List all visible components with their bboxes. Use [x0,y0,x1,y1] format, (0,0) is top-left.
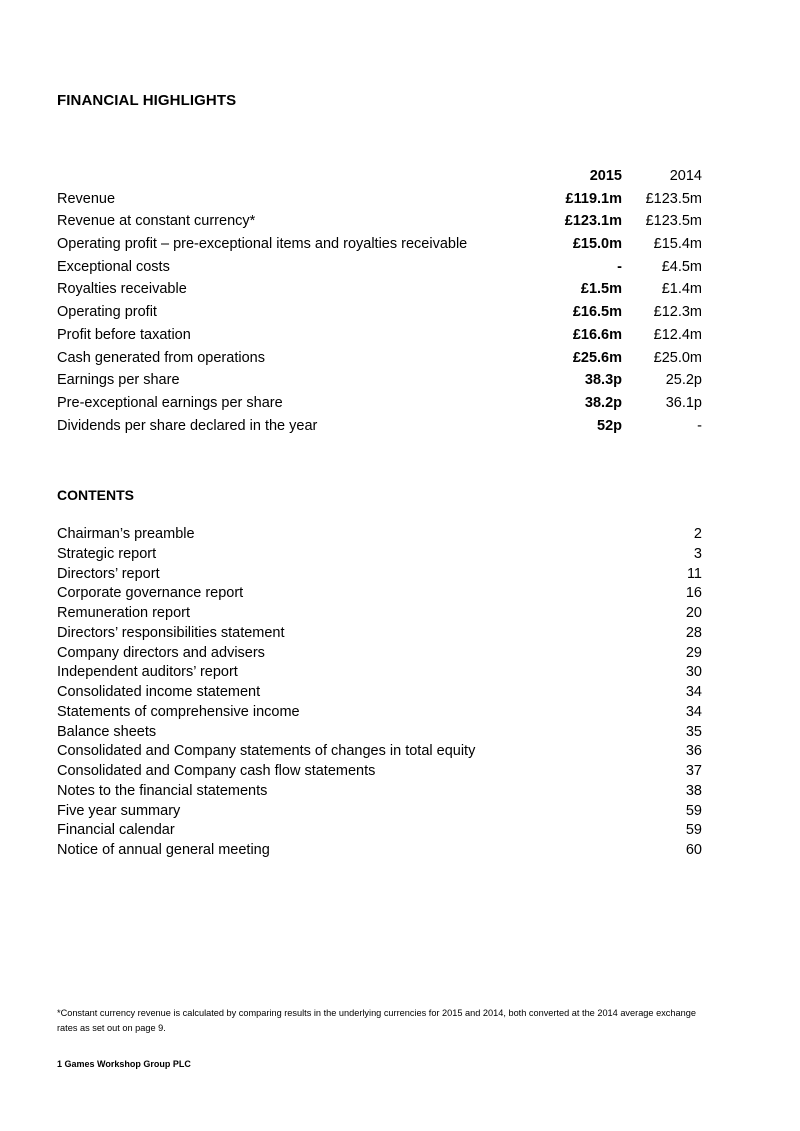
toc-label: Directors’ report [57,565,160,582]
value-2014: 25.2p [665,372,702,389]
toc-label: Remuneration report [57,605,190,621]
table-row [57,188,702,211]
value-2014: £15.4m [653,236,702,253]
toc-item[interactable] [57,742,702,762]
value-2015: - [617,258,622,275]
toc-page-number: 59 [685,802,702,819]
toc-item[interactable] [57,565,702,585]
toc-page-number: 60 [685,842,702,858]
toc-label: Financial calendar [57,822,175,839]
toc-page-number: 29 [685,644,702,661]
row-label: Operating profit – pre-exceptional items and royalties receivable [57,236,468,253]
table-row [57,210,702,233]
toc-item[interactable] [57,525,702,545]
row-label: Revenue [57,190,116,207]
toc-page-number: 2 [693,526,702,542]
toc-label: Consolidated and Company statements of changes in total equity [57,743,476,760]
row-label: Profit before taxation [57,326,191,343]
table-row [57,278,702,301]
row-label: Earnings per share [57,372,180,389]
column-header-2015: 2015 [589,168,622,184]
toc-page-number: 3 [693,545,702,562]
page-title: FINANCIAL HIGHLIGHTS [57,92,237,109]
toc-item[interactable] [57,703,702,723]
toc-page-number: 11 [686,565,702,582]
value-2014: £25.0m [653,349,702,366]
toc-page-number: 34 [685,684,702,700]
table-of-contents [57,525,702,861]
toc-item[interactable] [57,723,702,743]
toc-page-number: 16 [685,585,702,602]
financial-highlights-table [57,165,702,437]
value-2015: £16.5m [572,304,622,321]
contents-heading: CONTENTS [57,487,134,503]
table-row [57,347,702,370]
toc-item[interactable] [57,584,702,604]
table-row [57,415,702,438]
value-2014: £4.5m [661,258,702,275]
toc-label: Notice of annual general meeting [57,842,270,858]
toc-page-number: 37 [685,763,702,779]
toc-page-number: 59 [685,822,702,839]
toc-item[interactable] [57,644,702,664]
toc-item[interactable] [57,782,702,802]
toc-label: Consolidated income statement [57,684,261,700]
value-2014: £12.3m [653,304,702,321]
toc-label: Balance sheets [57,723,157,740]
toc-page-number: 35 [685,723,702,740]
row-label: Exceptional costs [57,258,170,275]
toc-label: Consolidated and Company cash flow statements [57,763,376,779]
table-row [57,324,702,347]
toc-page-number: 36 [685,743,702,760]
value-2015: 38.3p [584,372,622,389]
value-2015: £1.5m [580,281,622,298]
toc-item[interactable] [57,762,702,782]
value-2014: 36.1p [665,394,702,411]
toc-label: Company directors and advisers [57,644,265,661]
toc-item[interactable] [57,545,702,565]
value-2014: £123.5m [645,213,702,230]
value-2015: £119.1m [565,190,622,207]
toc-label: Strategic report [57,545,157,562]
value-2014: - [697,417,702,434]
toc-item[interactable] [57,663,702,683]
toc-label: Corporate governance report [57,585,244,602]
table-row [57,301,702,324]
row-label: Dividends per share declared in the year [57,417,318,434]
value-2015: £25.6m [572,349,622,366]
toc-label: Independent auditors’ report [57,664,238,681]
value-2015: £15.0m [572,236,622,253]
toc-label: Directors’ responsibilities statement [57,624,285,641]
table-row [57,392,702,415]
row-label: Cash generated from operations [57,349,265,366]
toc-item[interactable] [57,624,702,644]
row-label: Royalties receivable [57,281,187,298]
toc-item[interactable] [57,841,702,861]
value-2015: £123.1m [564,213,622,230]
toc-item[interactable] [57,604,702,624]
row-label: Revenue at constant currency* [57,213,256,230]
table-row [57,233,702,256]
value-2014: £12.4m [653,326,702,343]
table-row [57,256,702,279]
toc-label: Five year summary [57,802,181,819]
column-header-2014: 2014 [669,168,702,184]
value-2015: £16.6m [572,326,622,343]
table-row [57,369,702,392]
toc-item[interactable] [57,821,702,841]
row-label: Pre-exceptional earnings per share [57,394,283,411]
value-2014: £1.4m [661,281,702,298]
row-label: Operating profit [57,304,157,321]
toc-item[interactable] [57,683,702,703]
toc-page-number: 20 [685,605,702,621]
toc-page-number: 34 [685,703,702,720]
table-header-row [57,165,702,188]
toc-page-number: 28 [685,624,702,641]
toc-label: Chairman’s preamble [57,526,195,542]
value-2014: £123.5m [645,190,702,207]
page-footer: 1 Games Workshop Group PLC [57,1059,191,1069]
footnote: *Constant currency revenue is calculated by comparing results in the underlying currencies for 2015 and 2014, both converted at the 2014 average exchange rates as set out on page 9. [57,1008,696,1033]
value-2015: 52p [597,417,622,434]
toc-item[interactable] [57,802,702,822]
toc-page-number: 38 [685,782,702,799]
toc-label: Notes to the financial statements [57,782,268,799]
toc-label: Statements of comprehensive income [57,703,300,720]
toc-page-number: 30 [685,664,702,681]
value-2015: 38.2p [584,394,622,411]
